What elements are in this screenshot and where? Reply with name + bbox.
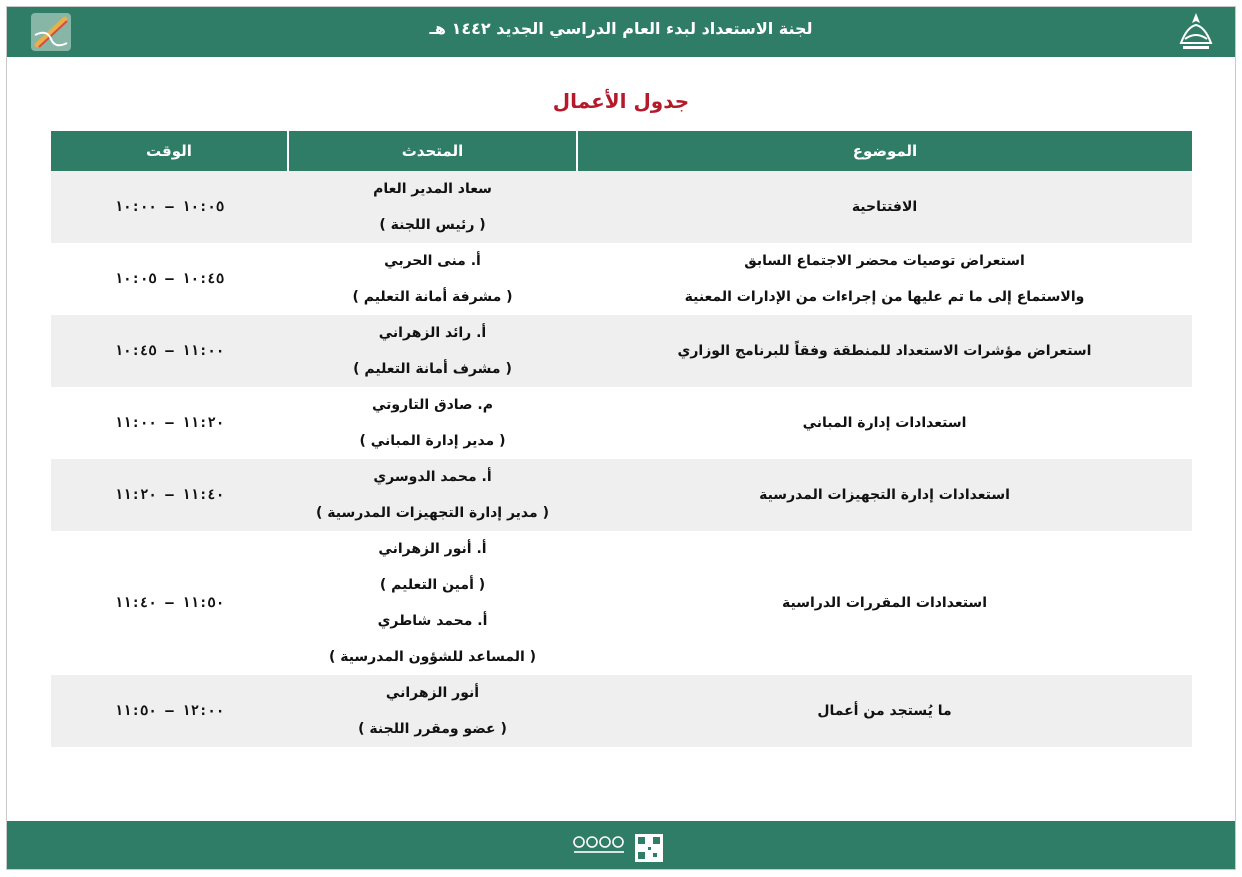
topic-cell	[577, 459, 1192, 531]
time-cell: ١٠:٤٥ — ١٠:٠٥	[51, 243, 288, 315]
speaker-cell-line: أنور الزهراني	[385, 685, 480, 701]
topic-cell	[577, 315, 1192, 387]
speaker-cell	[288, 531, 577, 675]
speaker-cell-line: سعاد المدير العام	[373, 181, 492, 197]
column-header-speaker: المتحدث	[288, 131, 577, 171]
speaker-cell-line: أ. محمد الدوسري	[373, 469, 492, 485]
speaker-cell	[288, 243, 577, 315]
speaker-cell-line: أ. محمد شاطري	[377, 613, 488, 629]
agenda-body	[51, 171, 1192, 747]
agenda-table	[51, 131, 1192, 747]
region-logo-icon	[1173, 9, 1219, 55]
agenda-row	[51, 459, 1192, 531]
agenda-row	[51, 243, 1192, 315]
topic-cell-line: استعدادات المقررات الدراسية	[782, 595, 987, 611]
time-cell: ١١:٢٠ — ١١:٠٠	[51, 387, 288, 459]
topic-cell-line: استعدادات إدارة التجهيزات المدرسية	[759, 487, 1010, 503]
speaker-cell	[288, 459, 577, 531]
speaker-cell	[288, 171, 577, 243]
column-header-topic: الموضوع	[577, 131, 1192, 171]
column-header-time: الوقت	[51, 131, 288, 171]
speaker-cell-line: ( المساعد للشؤون المدرسية )	[328, 649, 537, 665]
topic-cell-line: الافتتاحية	[851, 199, 918, 215]
speaker-cell-line: أ. أنور الزهراني	[378, 541, 487, 557]
time-cell: ١٢:٠٠ — ١١:٥٠	[51, 675, 288, 747]
topic-cell-line: استعراض مؤشرات الاستعداد للمنطقة وفقاً للبرنامج الوزاري	[677, 343, 1092, 359]
agenda-row	[51, 387, 1192, 459]
footer-band	[7, 821, 1235, 869]
agenda-row	[51, 675, 1192, 747]
header-band	[7, 7, 1235, 57]
time-cell: ١٠:٠٥ — ١٠:٠٠	[51, 171, 288, 243]
agenda-row	[51, 171, 1192, 243]
time-cell: ١١:٤٠ — ١١:٢٠	[51, 459, 288, 531]
topic-cell	[577, 171, 1192, 243]
speaker-cell-line: ( مدير إدارة التجهيزات المدرسية )	[316, 505, 549, 521]
topic-cell-line: استعدادات إدارة المباني	[802, 415, 967, 431]
topic-cell	[577, 243, 1192, 315]
topic-cell	[577, 675, 1192, 747]
topic-cell-line: والاستماع إلى ما تم عليها من إجراءات من الإدارات المعنية	[684, 289, 1085, 305]
speaker-cell-line: أ. منى الحربي	[384, 253, 481, 269]
topic-cell	[577, 531, 1192, 675]
speaker-cell	[288, 675, 577, 747]
speaker-cell-line: ( رئيس اللجنة )	[379, 217, 486, 233]
agenda-row	[51, 531, 1192, 675]
page-title: لجنة الاستعداد لبدء العام الدراسي الجديد ١٤٤٢ هـ	[429, 19, 813, 38]
speaker-cell-line: ( مشرفة أمانة التعليم )	[352, 289, 513, 305]
time-cell: ١١:٠٠ — ١٠:٤٥	[51, 315, 288, 387]
topic-cell-line: استعراض توصيات محضر الاجتماع السابق	[744, 253, 1025, 269]
speaker-cell	[288, 387, 577, 459]
speaker-cell-line: أ. رائد الزهراني	[378, 325, 487, 341]
speaker-cell-line: ( عضو ومقرر اللجنة )	[358, 721, 507, 737]
speaker-cell-line: ( مدير إدارة المباني )	[359, 433, 506, 449]
speaker-cell-line: م. صادق التاروتي	[371, 397, 494, 413]
agenda-row	[51, 315, 1192, 387]
speaker-cell-line: ( أمين التعليم )	[379, 577, 486, 593]
speaker-cell	[288, 315, 577, 387]
time-cell: ١١:٥٠ — ١١:٤٠	[51, 531, 288, 675]
agenda-header-row	[51, 131, 1192, 171]
speaker-cell-line: ( مشرف أمانة التعليم )	[353, 361, 512, 377]
topic-cell-line: ما يُستجد من أعمال	[817, 703, 952, 719]
topic-cell	[577, 387, 1192, 459]
amanah-edu-logo-icon	[571, 833, 665, 863]
document-page	[6, 6, 1236, 870]
agenda-heading: جدول الأعمال	[552, 89, 690, 113]
